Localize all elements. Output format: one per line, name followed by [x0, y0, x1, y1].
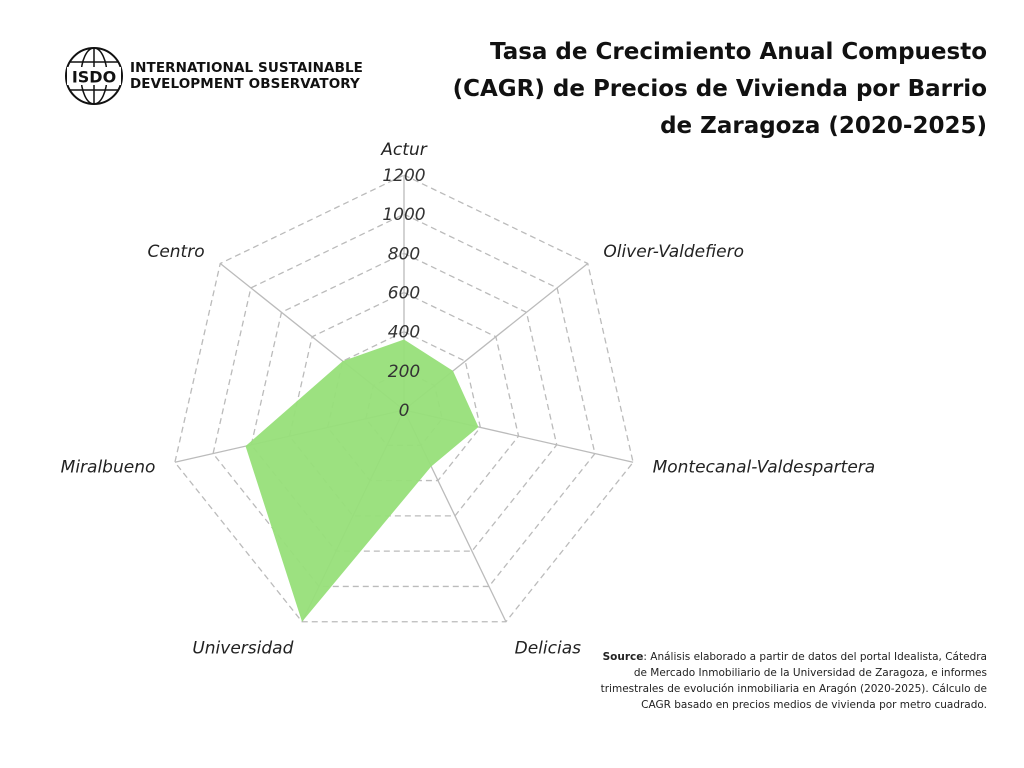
logo-mark-text: ISDO [71, 67, 117, 87]
source-note [597, 649, 987, 713]
axis-label-universidad: Universidad [192, 638, 294, 659]
radial-tick-label: 1000 [382, 205, 426, 226]
radar-axis-labels [61, 140, 876, 659]
axis-label-oliver-valdefiero: Oliver-Valdefiero [603, 242, 744, 263]
logo-line-2: DEVELOPMENT OBSERVATORY [130, 76, 360, 92]
axis-label-centro: Centro [147, 242, 205, 263]
radar-data [246, 340, 479, 622]
chart-title: Tasa de Crecimiento Anual Compuesto (CAGR) de Precios de Vivienda por Barrio de Zaragoza (2020-2025) [452, 39, 987, 139]
radial-tick-label: 600 [387, 283, 421, 304]
source-text: : Análisis elaborado a partir de datos del portal Idealista, Cátedra de Mercado Inmobiliario de la Universidad de Zaragoza, e informes trimestrales de evolución inmobiliaria en Aragón (2020-2025). Cálculo de CAGR basado en precios medios de vivienda por metro cuadrado. [600, 651, 987, 711]
axis-label-miralbueno: Miralbueno [60, 457, 156, 478]
radial-tick-label: 400 [387, 322, 421, 343]
logo-line-1: INTERNATIONAL SUSTAINABLE [130, 60, 364, 76]
radial-tick-label: 200 [387, 361, 421, 382]
radial-tick-label: 800 [387, 244, 421, 265]
radial-tick-label: 0 [398, 401, 410, 421]
data-area [246, 340, 479, 622]
axis-label-actur: Actur [381, 140, 427, 160]
axis-label-montecanal-valdespartera: Montecanal-Valdespartera [652, 457, 876, 478]
axis-label-delicias: Delicias [514, 638, 581, 659]
radial-tick-label: 1200 [382, 166, 426, 186]
source-label: Source [602, 651, 644, 663]
